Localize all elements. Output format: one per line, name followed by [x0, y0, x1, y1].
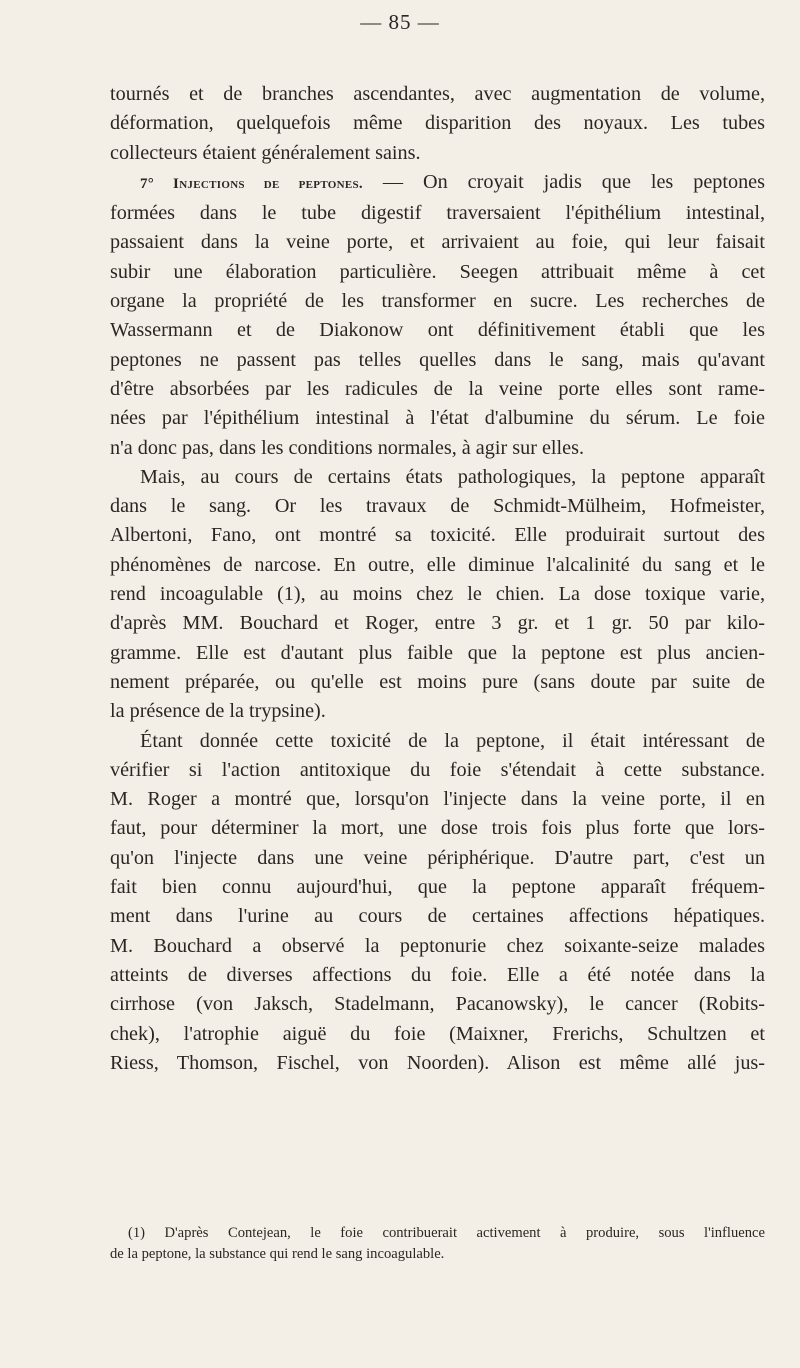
- text-line: [110, 168, 765, 199]
- text-line: phénomènes de narcose. En outre, elle diminue l'alcalinité du sang et le: [110, 553, 765, 576]
- section-heading: 7° Injections de peptones.: [140, 175, 363, 192]
- paragraph-2: [110, 168, 765, 463]
- paragraph-3: [110, 463, 765, 727]
- text-line: cirrhose (von Jaksch, Stadelmann, Pacanowsky), le cancer (Robits-: [110, 993, 765, 1016]
- text-line: ment dans l'urine au cours de certaines affections hépatiques.: [110, 905, 765, 928]
- paragraph-4: [110, 727, 765, 1079]
- text-line: Wassermann et de Diakonow ont définitivement établi que les: [110, 319, 765, 342]
- text-line: nées par l'épithélium intestinal à l'état d'albumine du sérum. Le foie: [110, 407, 765, 430]
- text-line: Mais, au cours de certains états pathologiques, la peptone apparaît: [140, 465, 765, 488]
- text-line: M. Roger a montré que, lorsqu'on l'injecte dans la veine porte, il en: [110, 788, 765, 811]
- text-line: atteints de diverses affections du foie. Elle a été notée dans la: [110, 963, 765, 986]
- text-line: M. Bouchard a observé la peptonurie chez soixante-seize malades: [110, 934, 765, 957]
- text-line: peptones ne passent pas telles quelles dans le sang, mais qu'avant: [110, 348, 765, 371]
- text-line: vérifier si l'action antitoxique du foie s'étendait à cette substance.: [110, 758, 765, 781]
- text-line: qu'on l'injecte dans une veine périphérique. D'autre part, c'est un: [110, 846, 765, 869]
- text-line: collecteurs étaient généralement sains.: [110, 141, 421, 164]
- text-line: n'a donc pas, dans les conditions normales, à agir sur elles.: [110, 436, 585, 459]
- text-line: d'après MM. Bouchard et Roger, entre 3 gr. et 1 gr. 50 par kilo-: [110, 612, 765, 635]
- text-line: passaient dans la veine porte, et arrivaient au foie, qui leur faisait: [110, 231, 765, 254]
- body-text: [110, 80, 765, 1078]
- text-line-rest: — On croyait jadis que les peptones: [362, 170, 765, 193]
- paragraph-1: [110, 80, 765, 168]
- text-line: dans le sang. Or les travaux de Schmidt-Mülheim, Hofmeister,: [110, 495, 765, 518]
- text-line: Riess, Thomson, Fischel, von Noorden). Alison est même allé jus-: [110, 1051, 765, 1074]
- text-line: rend incoagulable (1), au moins chez le chien. La dose toxique varie,: [110, 583, 765, 606]
- text-line: Albertoni, Fano, ont montré sa toxicité. Elle produirait surtout des: [110, 524, 765, 547]
- text-line: chek), l'atrophie aiguë du foie (Maixner, Frerichs, Schultzen et: [110, 1022, 765, 1045]
- text-line: subir une élaboration particulière. Seegen attribuait même à cet: [110, 260, 765, 283]
- footnote: [110, 1223, 765, 1265]
- text-line: gramme. Elle est d'autant plus faible que la peptone est plus ancien-: [110, 641, 765, 664]
- footnote-line: (1) D'après Contejean, le foie contribuerait activement à produire, sous l'influence: [128, 1225, 765, 1241]
- text-line: faut, pour déterminer la mort, une dose trois fois plus forte que lors-: [110, 817, 765, 840]
- text-line: la présence de la trypsine).: [110, 700, 326, 723]
- text-line: d'être absorbées par les radicules de la veine porte elles sont rame-: [110, 377, 765, 400]
- text-line: organe la propriété de les transformer en sucre. Les recherches de: [110, 290, 765, 313]
- text-line: tournés et de branches ascendantes, avec augmentation de volume,: [110, 83, 765, 105]
- footnote-line: de la peptone, la substance qui rend le sang incoagulable.: [110, 1246, 445, 1262]
- text-line: fait bien connu aujourd'hui, que la peptone apparaît fréquem-: [110, 876, 765, 899]
- text-line: Étant donnée cette toxicité de la peptone, il était intéressant de: [140, 729, 765, 752]
- text-line: formées dans le tube digestif traversaient l'épithélium intestinal,: [110, 202, 765, 225]
- text-line: déformation, quelquefois même disparition des noyaux. Les tubes: [110, 112, 765, 135]
- text-line: nement préparée, ou qu'elle est moins pure (sans doute par suite de: [110, 670, 765, 693]
- page-number: — 85 —: [360, 10, 440, 34]
